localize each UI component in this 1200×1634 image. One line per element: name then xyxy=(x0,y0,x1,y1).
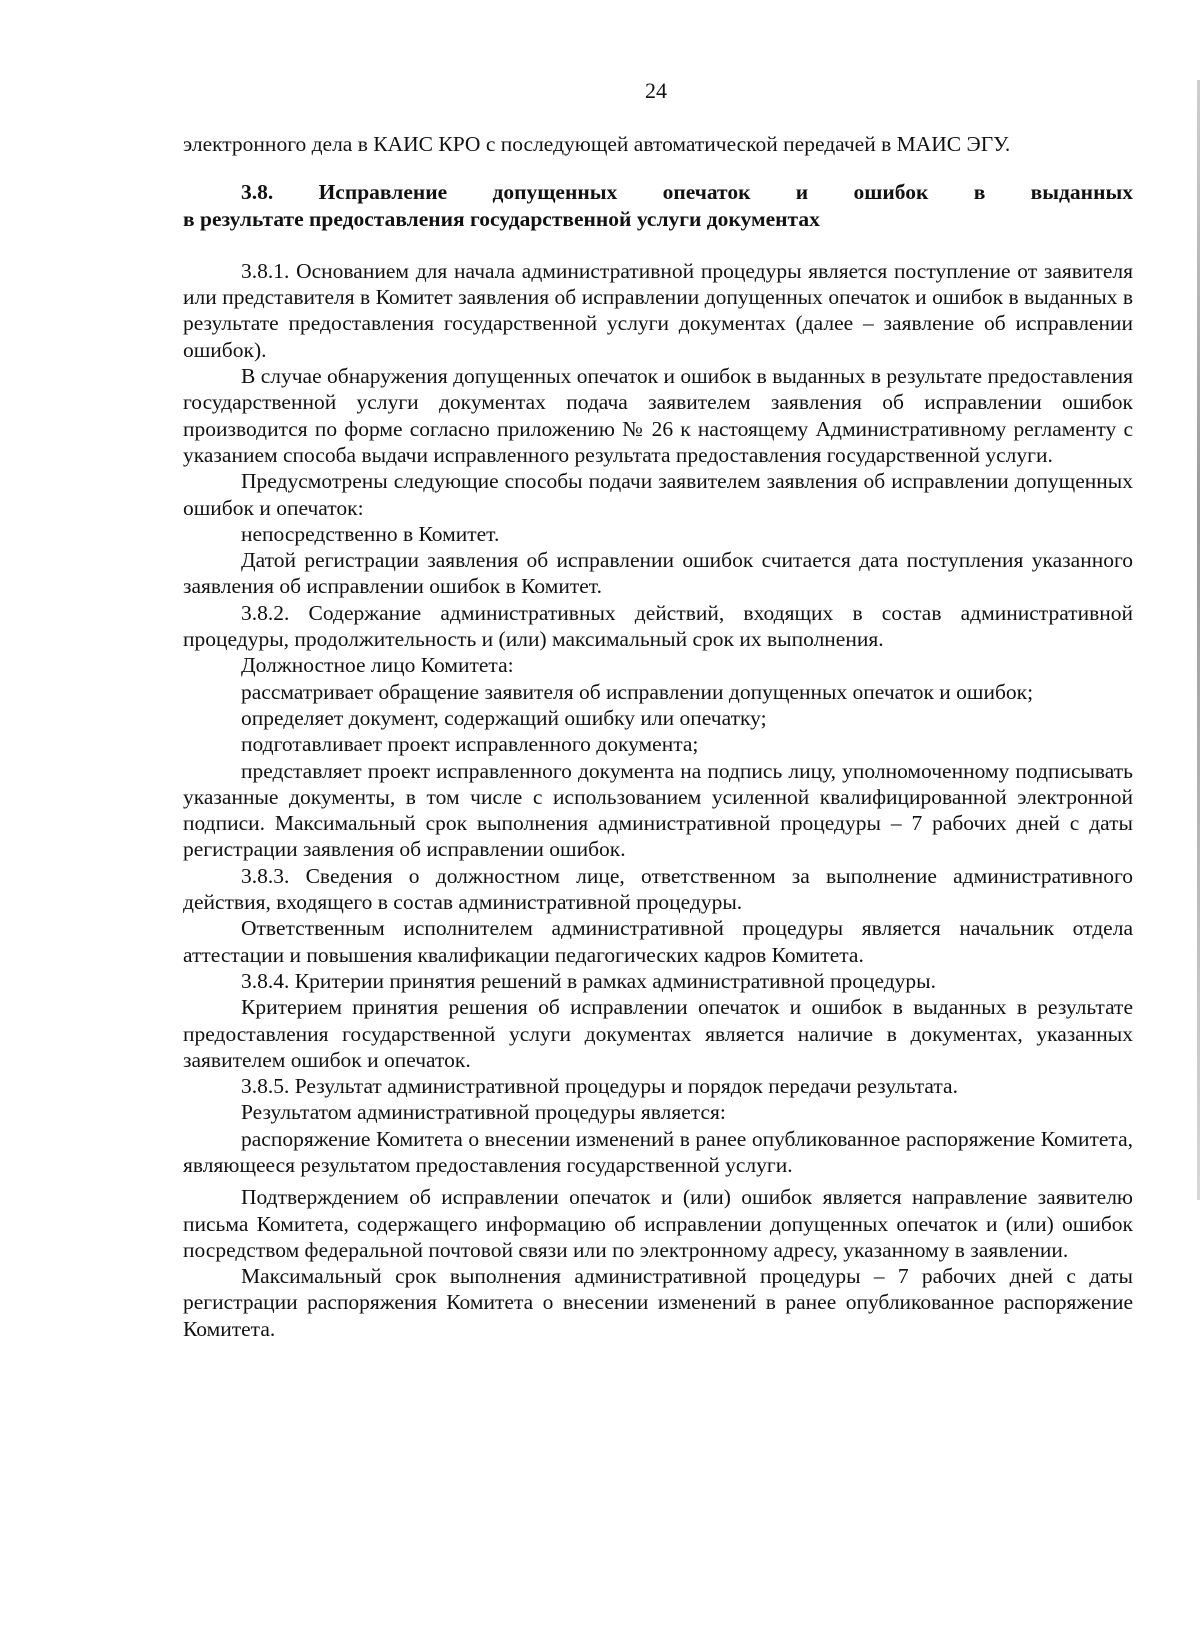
section-heading xyxy=(183,179,1133,232)
page-number: 24 xyxy=(645,78,667,103)
paragraph: представляет проект исправленного документа на подпись лицу, уполномоченному подписывать указанные документы, в том числе с использованием усиленной квалифицированной электронной подписи. Максимальный срок выполнения административной процедуры – 7 рабочих дней с даты регистрации заявления об исправлении ошибок. xyxy=(183,758,1133,862)
paragraph: распоряжение Комитета о внесении изменений в ранее опубликованное распоряжение Комитета, являющееся результатом предоставления государственной услуги. xyxy=(183,1126,1133,1177)
paragraph: рассматривает обращение заявителя об исправлении допущенных опечаток и ошибок; xyxy=(241,679,1034,704)
heading-word: в xyxy=(973,180,986,205)
document-body xyxy=(183,131,1133,1342)
paragraph: Ответственным исполнителем административной процедуры является начальник отдела аттестации и повышения квалификации педагогических кадров Комитета. xyxy=(183,916,1133,967)
paragraph: 3.8.2. Содержание административных действий, входящих в состав административной процедуры, продолжительность и (или) максимальный срок их выполнения. xyxy=(183,600,1133,652)
paragraph: 3.8.1. Основанием для начала административной процедуры является поступление от заявителя или представителя в Комитет заявления об исправлении допущенных опечаток и ошибок в выданных в результате предоставления государственной услуги документах (далее – заявление об исправлении ошибок). xyxy=(183,258,1133,362)
paragraph: определяет документ, содержащий ошибку или опечатку; xyxy=(241,705,767,730)
paragraph: Датой регистрации заявления об исправлении ошибок считается дата поступления указанного заявления об исправлении ошибок в Комитет. xyxy=(183,548,1133,599)
paragraph: Должностное лицо Комитета: xyxy=(241,653,514,678)
heading-word: выданных xyxy=(1030,180,1133,205)
paragraph: Подтверждением об исправлении опечаток и (или) ошибок является направление заявителю письма Комитета, содержащего информацию об исправлении допущенных опечаток и (или) ошибок посредством федеральной почтовой связи или по электронному адресу, указанному в заявлении. xyxy=(183,1185,1133,1262)
section-heading-line-1 xyxy=(183,179,1133,205)
paragraph: 3.8.3. Сведения о должностном лице, ответственном за выполнение административного действия, входящего в состав административной процедуры. xyxy=(183,863,1133,915)
heading-word: Исправление xyxy=(318,180,448,205)
intro-line: электронного дела в КАИС КРО с последующей автоматической передачей в МАИС ЭГУ. xyxy=(183,132,1011,156)
section-number: 3.8. xyxy=(241,180,274,205)
paragraph: В случае обнаружения допущенных опечаток и ошибок в выданных в результате предоставления государственной услуги документах подача заявителем заявления об исправлении ошибок производится по форме согласно приложению № 26 к настоящему Административному регламенту с указанием способа выдачи исправленного результата предоставления государственной услуги. xyxy=(183,364,1133,467)
paragraph: подготавливает проект исправленного документа; xyxy=(241,732,699,757)
paragraph: Критерием принятия решения об исправлении опечаток и ошибок в выданных в результате предоставления государственной услуги документах является наличие в документах, указанных заявителем ошибок и опечаток. xyxy=(183,995,1133,1072)
paragraph: Результатом административной процедуры является: xyxy=(241,1100,726,1125)
paragraph: непосредственно в Комитет. xyxy=(241,521,500,546)
heading-word: опечаток xyxy=(662,180,751,205)
section-heading-line-2: в результате предоставления государственной услуги документах xyxy=(183,206,820,231)
heading-word: ошибок xyxy=(853,180,929,205)
heading-word: и xyxy=(795,180,809,205)
heading-word: допущенных xyxy=(492,180,618,205)
paragraph: 3.8.5. Результат административной процедуры и порядок передачи результата. xyxy=(241,1074,958,1099)
paragraph: Предусмотрены следующие способы подачи заявителем заявления об исправлении допущенных ошибок и опечаток: xyxy=(183,469,1133,520)
paragraph: 3.8.4. Критерии принятия решений в рамках административной процедуры. xyxy=(241,968,937,993)
paragraph: Максимальный срок выполнения административной процедуры – 7 рабочих дней с даты регистрации распоряжения Комитета о внесении изменений в ранее опубликованное распоряжение Комитета. xyxy=(183,1264,1133,1341)
